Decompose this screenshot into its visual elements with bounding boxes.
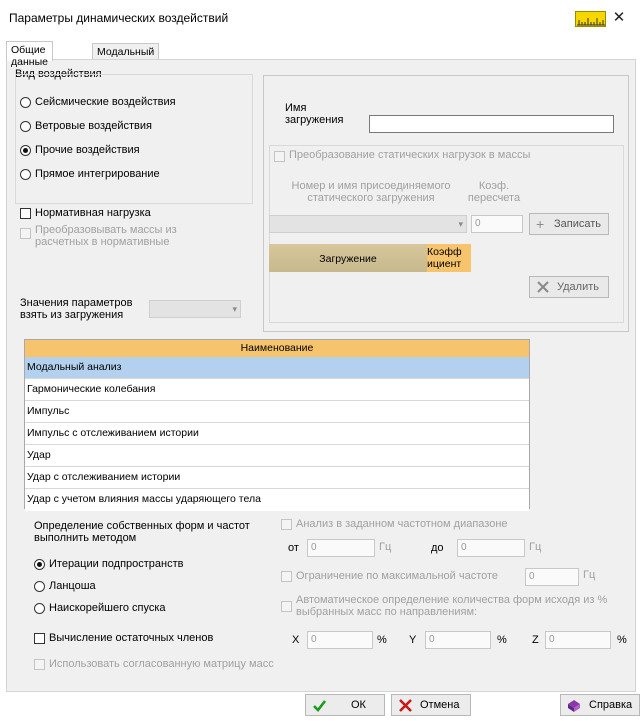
y-percent-input[interactable]: 0 bbox=[425, 631, 491, 649]
ok-button[interactable] bbox=[305, 694, 385, 716]
eigen-method-line2: выполнить методом bbox=[34, 532, 137, 544]
window-title: Параметры динамических воздействий bbox=[9, 11, 229, 25]
title-bar bbox=[0, 0, 644, 36]
table-row[interactable]: Удар bbox=[25, 445, 529, 467]
tab-panel-general bbox=[6, 59, 636, 692]
attached-loading-line2: статического загружения bbox=[307, 192, 435, 204]
delete-icon bbox=[536, 280, 550, 294]
dialog-footer bbox=[0, 692, 644, 721]
normative-load-checkbox[interactable] bbox=[20, 208, 31, 219]
params-from-combo[interactable] bbox=[149, 300, 241, 318]
max-freq-checkbox[interactable] bbox=[281, 571, 292, 582]
auto-forms-label bbox=[296, 594, 607, 618]
x-percent-input[interactable]: 0 bbox=[307, 631, 373, 649]
grid-header-loading: Загружение bbox=[269, 244, 427, 272]
max-freq-label: Ограничение по максимальной частоте bbox=[296, 570, 499, 582]
freq-range-checkbox[interactable] bbox=[281, 519, 292, 530]
methods-table-header: Наименование bbox=[25, 340, 529, 357]
attached-loading-line1: Номер и имя присоединяемого bbox=[291, 180, 451, 192]
normative-load-label[interactable]: Нормативная нагрузка bbox=[35, 207, 151, 219]
freq-from-input[interactable]: 0 bbox=[307, 539, 375, 557]
consistent-mass-checkbox[interactable] bbox=[34, 659, 45, 670]
radio-direct-integration-label[interactable]: Прямое интегрирование bbox=[35, 168, 160, 180]
checkmark-icon bbox=[312, 698, 327, 713]
table-row[interactable]: Модальный анализ bbox=[25, 357, 529, 379]
residual-terms-label[interactable]: Вычисление остаточных членов bbox=[49, 632, 214, 644]
table-row[interactable]: Удар с отслеживанием истории bbox=[25, 467, 529, 489]
add-button-label: Записать bbox=[554, 218, 602, 230]
consistent-mass-label: Использовать согласованную матрицу масс bbox=[49, 658, 274, 670]
eigen-method-line1: Определение собственных форм и частот bbox=[34, 520, 250, 532]
radio-direct-integration[interactable] bbox=[20, 169, 31, 180]
z-percent-input[interactable]: 0 bbox=[545, 631, 611, 649]
radio-subspace-iteration-label[interactable]: Итерации подпространств bbox=[49, 558, 184, 570]
params-from-line1: Значения параметров bbox=[20, 297, 133, 309]
grid-header-coef-line2: ициент bbox=[427, 258, 462, 270]
radio-other[interactable] bbox=[20, 145, 31, 156]
max-freq-input[interactable]: 0 bbox=[525, 568, 579, 586]
loading-name-label bbox=[285, 102, 343, 126]
freq-from-label: от bbox=[288, 542, 299, 554]
cancel-button-label: Отмена bbox=[420, 699, 460, 711]
grid-header-coef bbox=[427, 244, 471, 272]
help-button-label: Справка bbox=[589, 699, 633, 711]
methods-table bbox=[24, 339, 530, 509]
coef-header bbox=[465, 180, 523, 204]
chevron-down-icon: ▾ bbox=[458, 219, 463, 229]
attached-loading-header bbox=[281, 180, 461, 204]
close-icon[interactable]: ✕ bbox=[612, 9, 626, 26]
table-row[interactable]: Удар с учетом влияния массы ударяющего тела bbox=[25, 489, 529, 511]
ok-button-label: ОК bbox=[351, 699, 366, 711]
radio-other-label[interactable]: Прочие воздействия bbox=[35, 144, 140, 156]
params-from-label bbox=[20, 297, 132, 321]
loading-name-input[interactable] bbox=[369, 115, 614, 133]
radio-wind[interactable] bbox=[20, 121, 31, 132]
x-label: X bbox=[292, 634, 300, 646]
auto-forms-line2: выбранных масс по направлениям: bbox=[296, 606, 478, 618]
help-button[interactable] bbox=[560, 694, 640, 716]
eigen-method-label bbox=[34, 520, 250, 544]
radio-steepest-descent[interactable] bbox=[34, 603, 45, 614]
auto-forms-line1: Автоматическое определение количества форм исходя из % bbox=[296, 594, 608, 606]
loading-name-line1: Имя bbox=[285, 102, 307, 114]
cancel-icon bbox=[398, 698, 413, 713]
freq-to-label: до bbox=[431, 542, 444, 554]
radio-wind-label[interactable]: Ветровые воздействия bbox=[35, 120, 152, 132]
attached-loading-combo[interactable] bbox=[269, 215, 467, 233]
table-row[interactable]: Импульс bbox=[25, 401, 529, 423]
x-percent-unit: % bbox=[377, 634, 387, 646]
freq-to-input[interactable]: 0 bbox=[457, 539, 525, 557]
freq-to-unit: Гц bbox=[529, 541, 542, 553]
delete-button-label: Удалить bbox=[557, 281, 599, 293]
auto-forms-checkbox[interactable] bbox=[281, 601, 292, 612]
z-percent-unit: % bbox=[617, 634, 627, 646]
grid-header-coef-line1: Коэфф bbox=[427, 246, 462, 258]
chevron-down-icon: ▾ bbox=[232, 304, 237, 314]
tab-general[interactable]: Общие данные bbox=[6, 41, 53, 61]
radio-seismic-label[interactable]: Сейсмические воздействия bbox=[35, 96, 176, 108]
loading-name-line2: загружения bbox=[285, 114, 344, 126]
table-row[interactable]: Импульс с отслеживанием истории bbox=[25, 423, 529, 445]
y-percent-unit: % bbox=[497, 634, 507, 646]
static-conversion-checkbox[interactable] bbox=[274, 151, 285, 162]
residual-terms-checkbox[interactable] bbox=[34, 633, 45, 644]
coef-line2: пересчета bbox=[467, 192, 521, 204]
params-from-line2: взять из загружения bbox=[20, 309, 124, 321]
y-label: Y bbox=[409, 634, 417, 646]
convert-masses-checkbox[interactable] bbox=[20, 228, 31, 239]
radio-subspace-iteration[interactable] bbox=[34, 559, 45, 570]
radio-lanczos-label[interactable]: Ланцоша bbox=[49, 580, 96, 592]
static-conversion-label: Преобразование статических нагрузок в массы bbox=[289, 149, 531, 161]
impact-group-label: Вид воздействия bbox=[15, 68, 102, 80]
coef-input[interactable]: 0 bbox=[471, 215, 523, 233]
plus-icon: + bbox=[536, 216, 545, 232]
ruler-icon[interactable] bbox=[575, 11, 606, 27]
help-book-icon bbox=[566, 698, 582, 714]
delete-button[interactable] bbox=[529, 276, 609, 298]
radio-steepest-descent-label[interactable]: Наискорейшего спуска bbox=[49, 602, 166, 614]
convert-masses-line2: расчетных в нормативные bbox=[35, 236, 170, 248]
coef-line1: Коэф. bbox=[478, 180, 510, 192]
convert-masses-line1: Преобразовывать массы из bbox=[35, 224, 177, 236]
radio-seismic[interactable] bbox=[20, 97, 31, 108]
impact-group bbox=[15, 74, 253, 204]
max-freq-unit: Гц bbox=[583, 569, 596, 581]
add-button[interactable] bbox=[529, 213, 609, 235]
radio-lanczos[interactable] bbox=[34, 581, 45, 592]
table-row[interactable]: Гармонические колебания bbox=[25, 379, 529, 401]
freq-from-unit: Гц bbox=[379, 541, 392, 553]
cancel-button[interactable] bbox=[391, 694, 471, 716]
tab-modal-analysis[interactable]: Модальный bbox=[92, 43, 159, 60]
z-label: Z bbox=[532, 634, 539, 646]
freq-range-label: Анализ в заданном частотном диапазоне bbox=[296, 518, 508, 530]
convert-masses-label bbox=[35, 224, 177, 248]
